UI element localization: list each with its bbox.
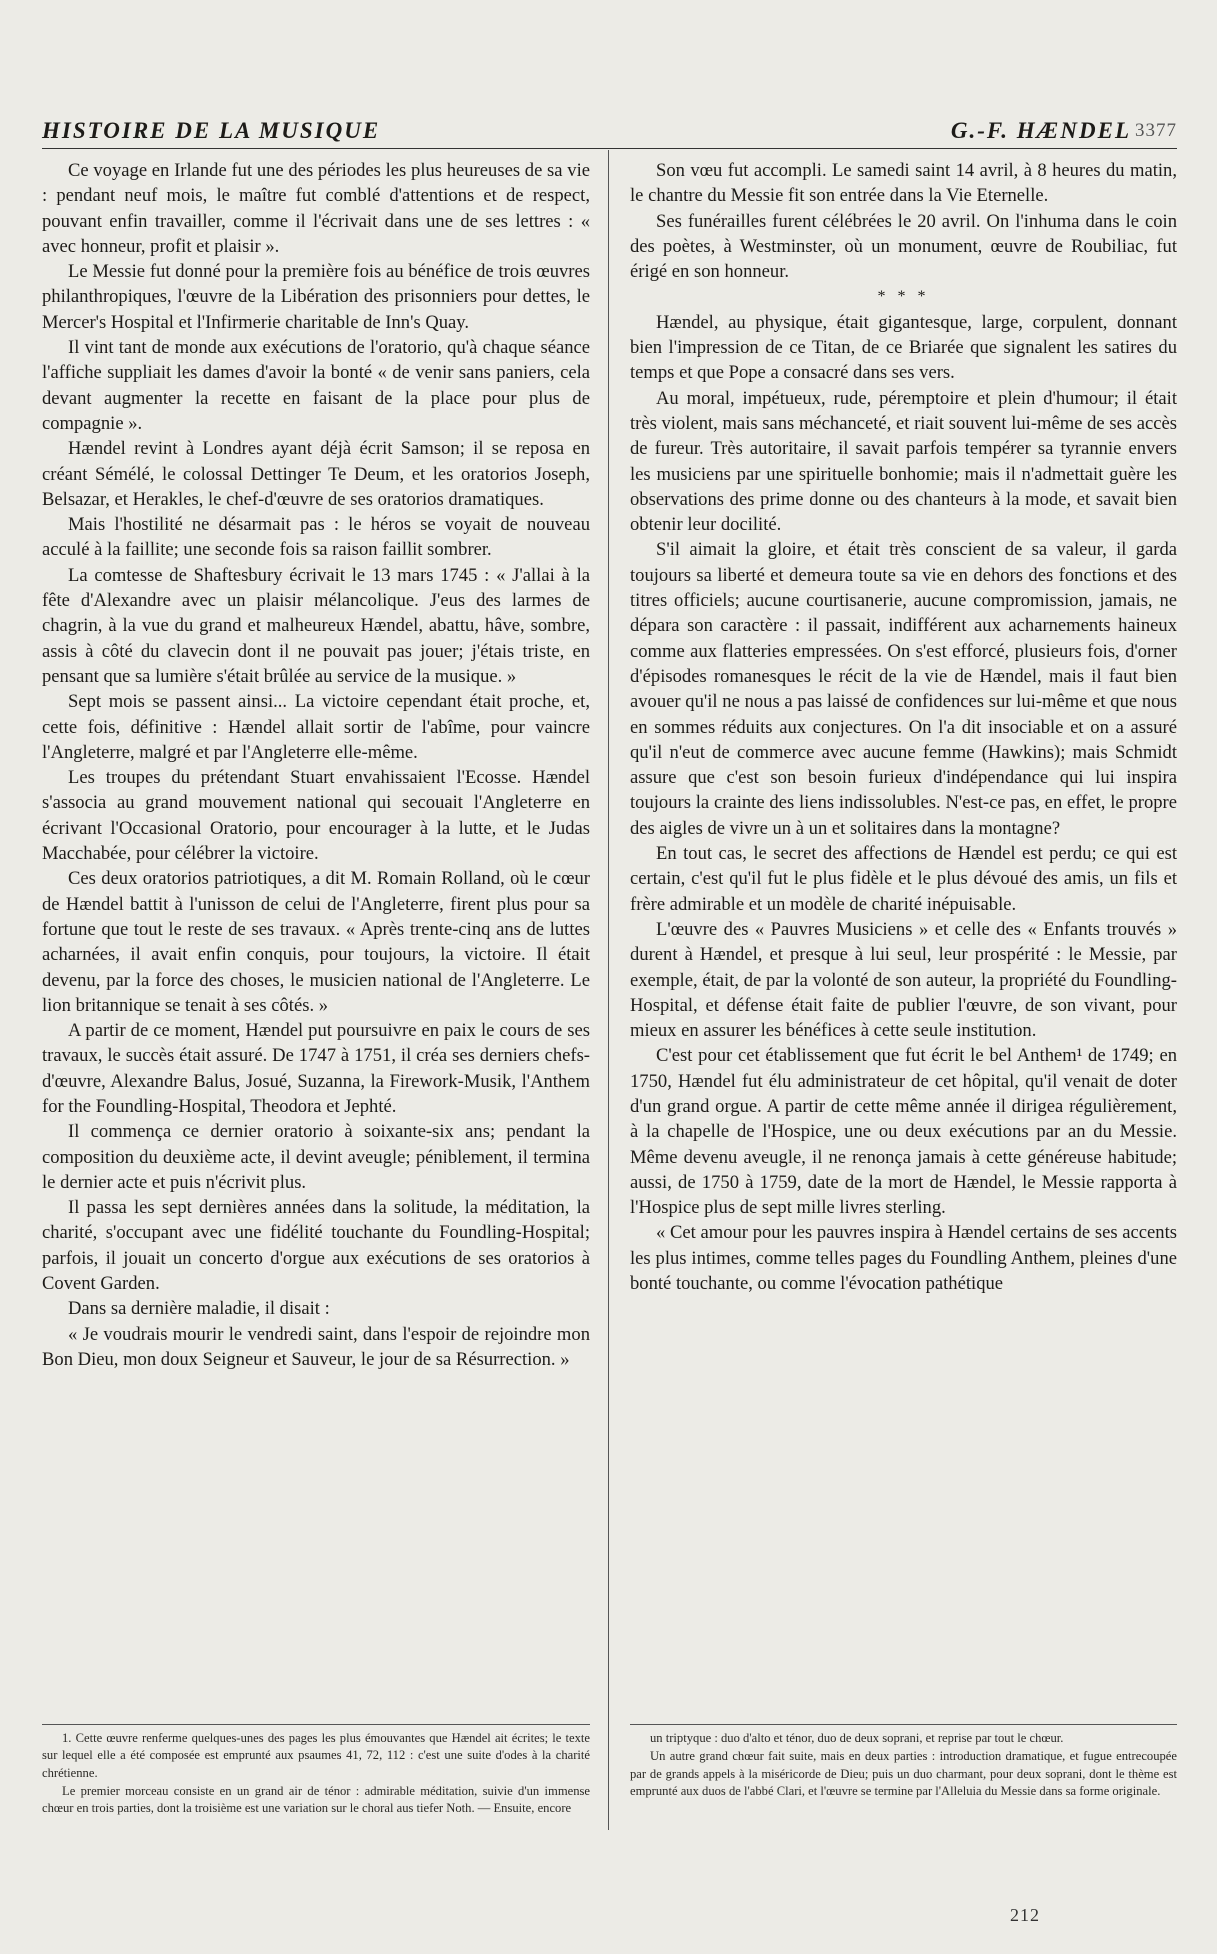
footnote-rule-left	[42, 1724, 590, 1725]
paragraph: Les troupes du prétendant Stuart envahissaient l'Ecosse. Hændel s'associa au grand mouvement national qui secouait l'Angleterre en écrivant l'Occasional Oratorio, pour encourager à la lutte, et le Judas Macchabée, pour célébrer la victoire.	[42, 767, 590, 865]
page-number: 3377	[1135, 120, 1177, 141]
paragraph: « Je voudrais mourir le vendredi saint, dans l'espoir de rejoindre mon Bon Dieu, mon doux Seigneur et Sauveur, le jour de sa Résurrection. »	[42, 1323, 590, 1370]
asterism-separator: * * *	[877, 288, 930, 306]
paragraph: Son vœu fut accompli. Le samedi saint 14 avril, à 8 heures du matin, le chantre du Messie fit son entrée dans la Vie Eternelle.	[630, 160, 1177, 207]
paragraph: Hændel, au physique, était gigantesque, large, corpulent, donnant bien l'impression de ce Titan, de ce Briarée que signalent les satires du temps et que Pope a consacré dans ses vers.	[630, 311, 1177, 384]
paragraph: A partir de ce moment, Hændel put poursuivre en paix le cours de ses travaux, le succès était assuré. De 1747 à 1751, il créa ses derniers chefs-d'œuvre, Alexandre Balus, Josué, Suzanna, la Firework-Musik, l'Anthem for the Foundling-Hospital, Theodora et Jephté.	[42, 1020, 590, 1117]
paragraph: Sept mois se passent ainsi... La victoire cependant était proche, et, cette fois, définitive : Hændel allait sortir de l'abîme, pour vaincre l'Angleterre, malgré et par l'Angleterre elle-même.	[42, 691, 590, 763]
paragraph: Ces deux oratorios patriotiques, a dit M. Romain Rolland, où le cœur de Hændel battit à l'unisson de celui de l'Angleterre, firent plus pour sa fortune que tout le reste de ses travaux. « Après trente-cinq ans de luttes acharnées, il avait enfin conquis, pour toujours, la victoire. Il était devenu, par la force des choses, le musicien national de l'Angleterre. Le lion britannique se tenait à ses côtés. »	[42, 868, 590, 1016]
paragraph: Ce voyage en Irlande fut une des périodes les plus heureuses de sa vie : pendant neuf mois, le maître fut comblé d'attentions et de respect, pouvant enfin travailler, comme il l'écrivait dans une de ses lettres : « avec honneur, profit et plaisir ».	[42, 160, 590, 257]
running-head-left: HISTOIRE DE LA MUSIQUE	[42, 118, 381, 143]
paragraph: « Cet amour pour les pauvres inspira à Hændel certains de ses accents les plus intimes, comme telles pages du Foundling Anthem, pleines d'une bonté touchante, ou comme l'évocation pathétique	[630, 1222, 1177, 1295]
footnotes-left	[42, 1730, 590, 1818]
paragraph: Dans sa dernière maladie, il disait :	[68, 1298, 330, 1320]
folio-number: 212	[1010, 1905, 1040, 1925]
paragraph: L'œuvre des « Pauvres Musiciens » et celle des « Enfants trouvés » durent à Hændel, et presque à lui seul, leur prospérité : le Messie, par exemple, était, de par la volonté de son auteur, la propriété du Foundling-Hospital, et défense était faite de publier l'œuvre, de son vivant, pour mieux en assurer les bénéfices à cette seule institution.	[630, 918, 1177, 1042]
running-head	[42, 118, 1177, 146]
paragraph: Ses funérailles furent célébrées le 20 avril. On l'inhuma dans le coin des poètes, à Westminster, où un monument, œuvre de Roubiliac, fut érigé en son honneur.	[630, 210, 1177, 283]
paragraph: En tout cas, le secret des affections de Hændel est perdu; ce qui est certain, c'est qu'il fut le plus fidèle et le plus dévoué des amis, un fils et frère admirable et un modèle de charité inépuisable.	[630, 843, 1177, 915]
footnotes-right	[630, 1730, 1177, 1801]
paragraph: Au moral, impétueux, rude, péremptoire et plein d'humour; il était très violent, mais sans méchanceté, et riait souvent lui-même de ses accès de fureur. Très autoritaire, il savait parfois tempérer sa tyrannie envers les musiciens par une spirituelle bonhomie; mais il n'admettait guère les observations des prime donne ou des chanteurs à la mode, et savait bien obtenir leur docilité.	[630, 387, 1177, 536]
paragraph: Il vint tant de monde aux exécutions de l'oratorio, qu'à chaque séance l'affiche suppliait les dames d'avoir la bonté « de venir sans paniers, cela devant augmenter la recette en faisant de la place pour plus de compagnie ».	[42, 337, 590, 434]
paragraph: S'il aimait la gloire, et était très conscient de sa valeur, il garda toujours sa liberté et demeura toute sa vie en dehors des fonctions et des titres officiels; aucune courtisanerie, aucune compromission, jamais, ne dépara son caractère : il passait, indifférent aux acharnements haineux comme aux flatteries empressées. On s'est efforcé, plusieurs fois, d'orner d'épisodes romanesques le récit de la vie de Hændel, mais il faut bien avouer qu'il ne nous a pas laissé de confidences sur lui-même et que nous en sommes réduits aux conjectures. On l'a dit insociable et on a assuré qu'il n'eut de commerce avec aucune femme (Hawkins); mais Schmidt assure que c'est son besoin furieux d'indépendance qui lui inspira toujours la crainte des liens indissolubles. N'est-ce pas, en effet, le propre des aigles de vivre un à un et solitaires dans la montagne?	[630, 539, 1177, 839]
paragraph: La comtesse de Shaftesbury écrivait le 13 mars 1745 : « J'allai à la fête d'Alexandre avec un plaisir mélancolique. J'eus des larmes de chagrin, à la vue du grand et malheureux Hændel, abattu, hâve, sombre, assis à côté du clavecin dont il ne pouvait pas jouer; j'étais triste, en pensant que sa lumière s'était brûlée au service de la musique. »	[42, 564, 590, 687]
paragraph: Il passa les sept dernières années dans la solitude, la méditation, la charité, s'occupant avec une fidélité touchante du Foundling-Hospital; parfois, il jouait un concerto d'orgue aux exécutions de ses oratorios à Covent Garden.	[42, 1197, 590, 1295]
right-column	[630, 158, 1177, 1296]
footnote: 1. Cette œuvre renferme quelques-unes des pages les plus émouvantes que Hændel ait écrites; le texte sur lequel elle a été composée est emprunté aux psaumes 41, 72, 112 : c'est une suite d'odes à la charité chrétienne.	[42, 1731, 590, 1780]
paragraph: C'est pour cet établissement que fut écrit le bel Anthem¹ de 1749; en 1750, Hændel fut élu administrateur de cet hôpital, qu'il venait de doter d'un grand orgue. A partir de cette même année il dirigea régulièrement, à la chapelle de l'Hospice, une ou deux exécutions par an du Messie. Même devenu aveugle, il ne renonça jamais à cette généreuse habitude; aussi, de 1750 à 1759, date de la mort de Hændel, le Messie rapporta à l'Hospice plus de sept mille livres sterling.	[630, 1045, 1177, 1219]
footnote-rule-right	[630, 1724, 1177, 1725]
footnote: Le premier morceau consiste en un grand air de ténor : admirable méditation, suivie d'un immense chœur en trois parties, dont la troisième est une variation sur le choral aus tiefer Noth. — Ensuite, encore	[42, 1783, 590, 1816]
column-divider	[608, 150, 609, 1830]
paragraph: Hændel revint à Londres ayant déjà écrit Samson; il se reposa en créant Sémélé, le colossal Dettinger Te Deum, et les oratorios Joseph, Belsazar, et Herakles, le chef-d'œuvre de ses oratorios dramatiques.	[42, 438, 590, 510]
paragraph: Il commença ce dernier oratorio à soixante-six ans; pendant la composition du deuxième acte, il devint aveugle; péniblement, il termina le dernier acte et puis n'écrivit plus.	[42, 1121, 590, 1193]
header-rule	[42, 148, 1177, 149]
running-head-right: G.-F. HÆNDEL	[950, 118, 1131, 143]
left-column	[42, 158, 590, 1372]
footnote: un triptyque : duo d'alto et ténor, duo de deux soprani, et reprise par tout le chœur.	[650, 1731, 1064, 1745]
paragraph: Mais l'hostilité ne désarmait pas : le héros se voyait de nouveau acculé à la faillite; une seconde fois sa raison faillit sombrer.	[42, 514, 590, 561]
footnote: Un autre grand chœur fait suite, mais en deux parties : introduction dramatique, et fugue entrecoupée par de grands appels à la miséricorde de Dieu; puis un duo charmant, pour deux soprani, dont le thème est emprunté aux duos de l'abbé Clari, et l'œuvre se termine par l'Alleluia du Messie dans sa forme originale.	[630, 1749, 1177, 1798]
paragraph: Le Messie fut donné pour la première fois au bénéfice de trois œuvres philanthropiques, l'œuvre de la Libération des prisonniers pour dettes, le Mercer's Hospital et l'Infirmerie charitable de Inn's Quay.	[42, 261, 590, 333]
